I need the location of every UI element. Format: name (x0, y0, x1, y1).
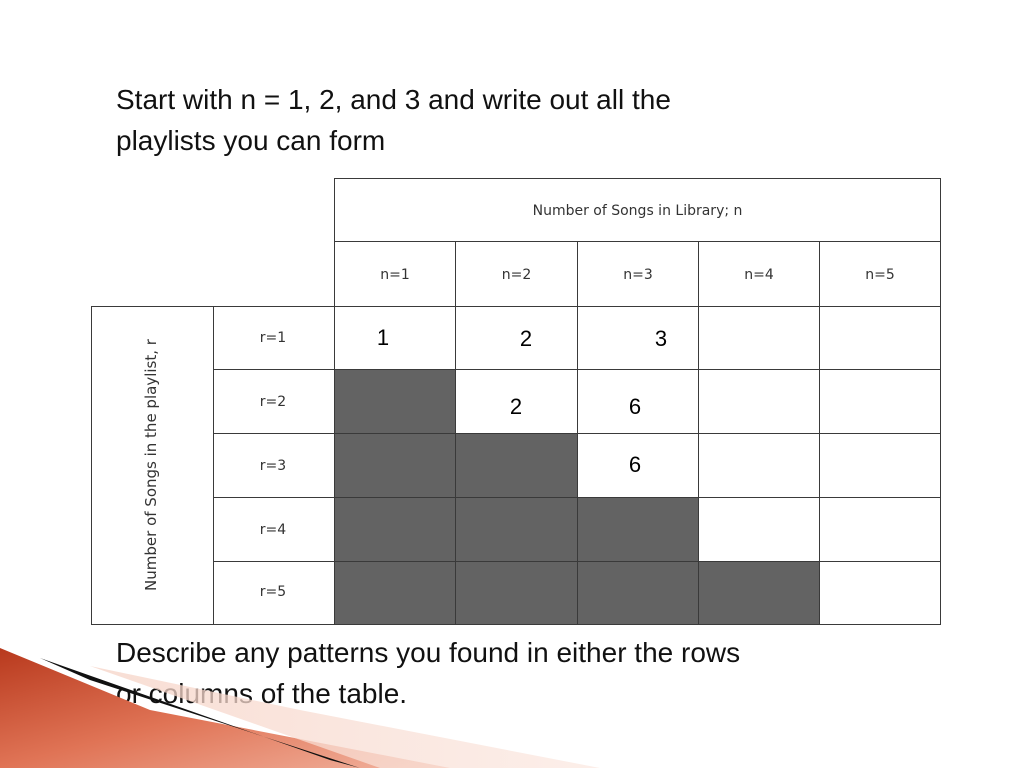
intro-line-1: Start with n = 1, 2, and 3 and write out all the (116, 84, 671, 115)
grid-line (819, 241, 820, 625)
shaded-cell-r4-n3 (578, 498, 698, 562)
table-cell-r2-n3: 6 (628, 394, 642, 419)
grid-line (698, 241, 699, 625)
column-header-n1: n=1 (380, 267, 410, 283)
grid-line (577, 241, 578, 625)
row-group-header: Number of Songs in the playlist, r (142, 339, 160, 591)
intro-instruction (116, 79, 836, 161)
question-line-2: or columns of the table. (116, 678, 408, 709)
grid-line (940, 178, 941, 625)
grid-line (334, 241, 941, 242)
table-cell-r1-n1: 1 (376, 325, 390, 350)
row-header-r2: r=2 (259, 394, 287, 410)
intro-line-2: playlists you can form (116, 125, 386, 156)
row-header-r1: r=1 (259, 330, 287, 346)
shaded-cell-r4-n2 (456, 498, 577, 562)
table-cell-r2-n2: 2 (509, 394, 523, 419)
decorative-swoosh-graphic (0, 600, 1024, 768)
row-header-r5: r=5 (259, 584, 287, 600)
column-header-n3: n=3 (623, 267, 653, 283)
grid-line (334, 178, 335, 625)
column-header-n2: n=2 (501, 267, 532, 283)
column-header-n5: n=5 (865, 267, 895, 283)
grid-line (334, 178, 941, 179)
shaded-cell-r3-n1 (335, 434, 455, 498)
grid-line (91, 306, 941, 307)
table-cell-r1-n3: 3 (654, 326, 668, 351)
shaded-cell-r3-n2 (456, 434, 577, 498)
row-header-r4: r=4 (259, 522, 287, 538)
table-cell-r1-n2: 2 (519, 326, 533, 351)
column-header-n4: n=4 (744, 267, 774, 283)
grid-line (91, 306, 92, 625)
row-header-r3: r=3 (259, 458, 287, 474)
question-line-1: Describe any patterns you found in either the rows (116, 637, 741, 668)
column-group-header: Number of Songs in Library; n (532, 203, 743, 219)
table-cell-r3-n3: 6 (628, 452, 642, 477)
shaded-cell-r2-n1 (335, 370, 455, 434)
grid-line (455, 241, 456, 625)
shaded-cell-r4-n1 (335, 498, 455, 562)
